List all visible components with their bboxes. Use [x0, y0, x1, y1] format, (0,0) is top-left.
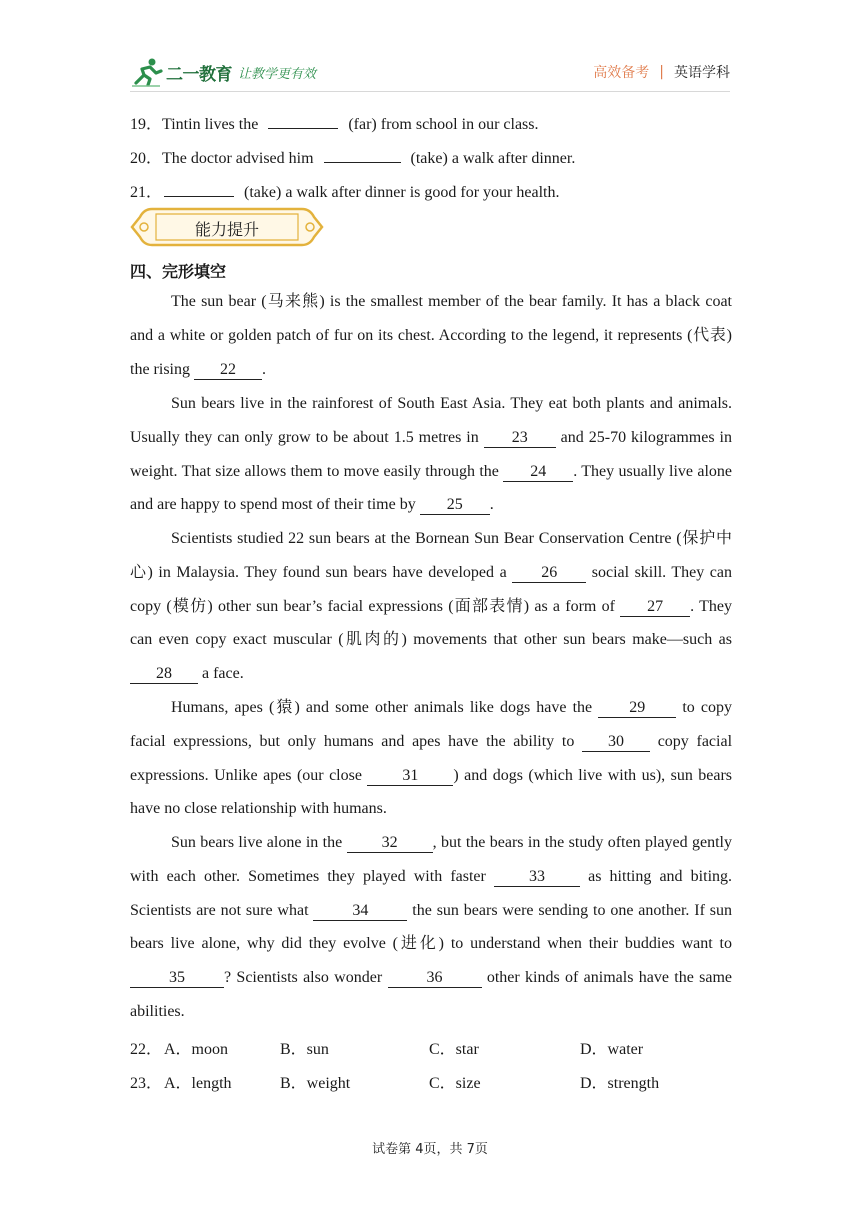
blank-24[interactable]: 24 [503, 463, 573, 482]
passage-paragraph-2 [130, 387, 732, 522]
passage-text: , but the bears in the study often played gently with each other. Sometimes they played with faster [130, 834, 732, 885]
option-number: 22． [130, 1041, 163, 1058]
passage-text: the sun bears were sending to one another. If sun bears live alone, why did they evolve (进化) to understand when their buddies want to [130, 901, 733, 953]
blank-27[interactable]: 27 [620, 598, 690, 617]
header-subject: 英语学科 [674, 65, 730, 81]
answer-blank[interactable] [324, 146, 401, 163]
option-b[interactable]: B．sun [280, 1041, 329, 1058]
passage-text: social skill. They can copy (模仿) other sun bear’s facial expressions (面部表情) as a form of [130, 563, 732, 615]
option-number: 23． [130, 1075, 163, 1092]
question-21 [130, 180, 559, 203]
passage-text: other kinds of animals have the same abilities. [130, 969, 733, 1020]
passage-text: . [262, 360, 266, 378]
blank-30[interactable]: 30 [582, 733, 650, 752]
passage-text: Scientists studied 22 sun bears at the Bornean Sun Bear Conservation Centre (保护中心) in Malaysia. They found sun bears have developed a [130, 530, 732, 581]
question-text: (take) a walk after dinner is good for your health. [244, 184, 560, 201]
question-text: The doctor advised him [162, 150, 314, 167]
answer-blank[interactable] [268, 112, 338, 129]
blank-33[interactable]: 33 [494, 868, 580, 887]
option-b[interactable]: B．weight [280, 1075, 351, 1092]
section-title: 四、完形填空 [130, 262, 227, 281]
passage-paragraph-5 [130, 826, 732, 1029]
passage-paragraph-1 [130, 285, 732, 386]
question-text: Tintin lives the [162, 116, 259, 133]
question-19 [130, 112, 539, 135]
logo [130, 56, 316, 88]
ability-badge [130, 205, 324, 249]
passage-text: copy facial expressions. Unlike apes (our close [130, 732, 733, 784]
logo-slogan: 让教学更有效 [238, 66, 317, 82]
question-number: 20． [130, 150, 163, 167]
passage-text: ? Scientists also wonder [224, 969, 383, 987]
blank-28[interactable]: 28 [130, 665, 198, 684]
page-footer: 试卷第 4页，共 7页 [372, 1142, 488, 1157]
blank-32[interactable]: 32 [347, 834, 433, 853]
passage-text: . [489, 496, 494, 514]
question-text: (far) from school in our class. [348, 116, 539, 133]
passage-text: ) and dogs (which live with us), sun bears have no close relationship with humans. [130, 766, 733, 818]
option-d[interactable]: D．strength [580, 1075, 660, 1092]
badge-label: 能力提升 [194, 220, 259, 239]
blank-23[interactable]: 23 [484, 429, 556, 448]
page-header [130, 52, 730, 92]
blank-26[interactable]: 26 [512, 564, 586, 583]
blank-22[interactable]: 22 [194, 361, 262, 380]
blank-25[interactable]: 25 [420, 496, 490, 515]
option-c[interactable]: C．size [429, 1075, 481, 1092]
passage-text: The sun bear (马来熊) is the smallest member of the bear family. It has a black coat and a white or golden patch of fur on its chest. According to the legend, it represents (代表) the rising [130, 293, 732, 378]
blank-31[interactable]: 31 [367, 767, 453, 786]
option-c[interactable]: C．star [429, 1041, 479, 1058]
header-separator: | [659, 64, 664, 80]
passage-text: Sun bears live in the rainforest of South East Asia. They eat both plants and animals. Usually they can only grow to be about 1.5 metres in [130, 395, 732, 446]
passage-paragraph-4 [130, 691, 732, 826]
passage-text: . They can even copy exact muscular (肌肉的) movements that other sun bears make—such as [130, 597, 732, 649]
question-20 [130, 146, 575, 169]
passage-text: to copy facial expressions, but only humans and apes have the ability to [130, 699, 733, 750]
blank-35[interactable]: 35 [130, 969, 224, 988]
blank-36[interactable]: 36 [388, 969, 482, 988]
header-right [593, 62, 730, 82]
option-a[interactable]: A．moon [164, 1041, 229, 1058]
question-number: 21． [130, 184, 163, 201]
blank-34[interactable]: 34 [313, 902, 407, 921]
header-divider [130, 91, 730, 92]
passage-text: Sun bears live alone in the [171, 834, 343, 851]
option-a[interactable]: A．length [164, 1075, 232, 1092]
passage-text: and 25-70 kilogrammes in weight. That size allows them to move easily through the [130, 428, 732, 480]
passage-text: . They usually live alone and are happy to spend most of their time by [130, 462, 733, 514]
header-brand: 高效备考 [593, 65, 650, 81]
passage-text: Humans, apes (猿) and some other animals like dogs have the [171, 699, 593, 716]
passage-paragraph-3 [130, 522, 732, 691]
question-number: 19． [130, 116, 163, 133]
options-row-23 [130, 1070, 730, 1092]
logo-name: 二一教育 [166, 64, 232, 85]
answer-blank[interactable] [164, 180, 234, 197]
question-text: (take) a walk after dinner. [410, 150, 576, 167]
runner-logo-icon [130, 57, 164, 87]
options-row-22 [130, 1036, 730, 1058]
blank-29[interactable]: 29 [598, 699, 676, 718]
passage-text: a face. [202, 665, 244, 683]
option-d[interactable]: D．water [580, 1041, 644, 1058]
passage-text: as hitting and biting. Scientists are not sure what [130, 867, 733, 919]
